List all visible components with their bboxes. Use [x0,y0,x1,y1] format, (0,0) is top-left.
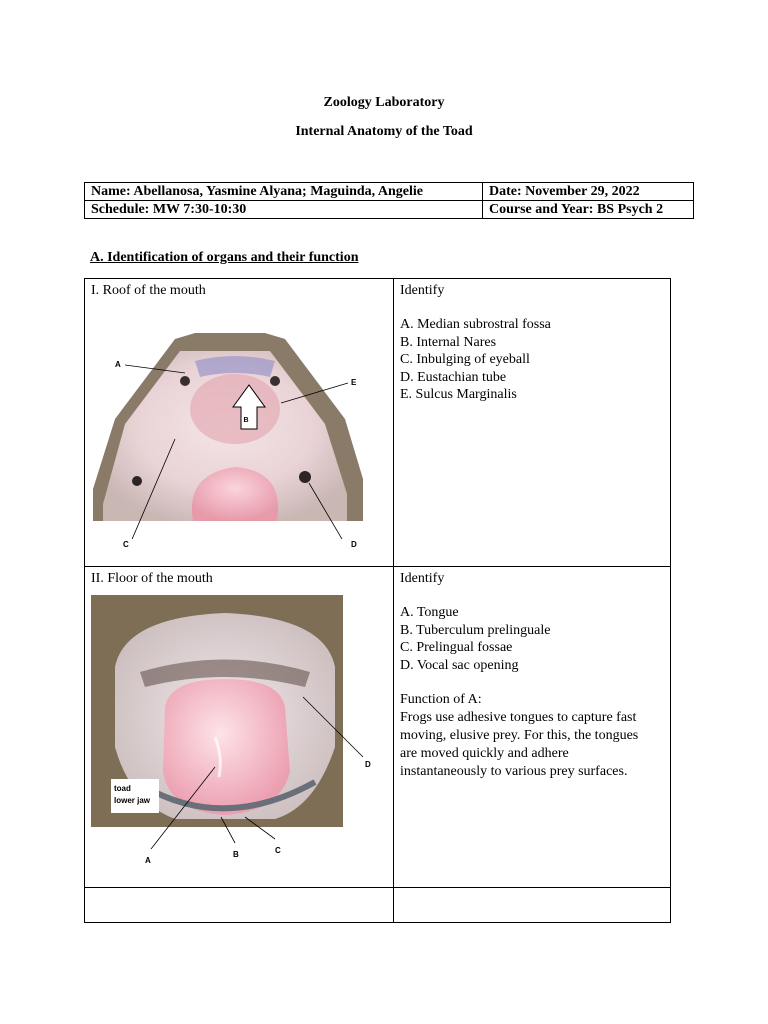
page-title: Zoology Laboratory [323,95,445,110]
name-cell: Name: Abellanosa, Yasmine Alyana; Maguinda, Angelie [85,183,483,201]
list-item: C. Prelingual fossae [400,640,513,656]
roof-of-mouth-photo [85,299,393,549]
list-item: E. Sulcus Marginalis [400,387,517,403]
roof-label-d: D [351,540,357,549]
page-subtitle: Internal Anatomy of the Toad [295,124,473,139]
schedule-cell: Schedule: MW 7:30-10:30 [85,201,483,219]
floor-identify-cell [394,567,671,888]
list-item: A. Median subrostral fossa [400,317,551,332]
function-line: instantaneously to various prey surfaces. [400,763,628,779]
roof-identify-list [394,316,670,404]
function-line: are moved quickly and adhere [400,745,569,761]
function-label: Function of A: [400,692,482,708]
floor-of-mouth-photo [85,587,393,877]
floor-caption-line1: toad [114,784,131,793]
floor-label-d: D [365,760,371,769]
list-item: D. Eustachian tube [400,369,507,385]
function-line: Frogs use adhesive tongues to capture fast [400,709,637,725]
roof-identify-label: Identify [400,283,445,298]
roof-image-cell [85,279,394,567]
list-item: D. Vocal sac opening [400,657,519,673]
roof-label-a: A [115,360,121,369]
floor-caption-line2: lower jaw [114,796,151,805]
floor-heading: II. Floor of the mouth [91,571,213,586]
date-cell: Date: November 29, 2022 [483,183,694,201]
list-item: B. Tuberculum prelinguale [400,622,551,638]
floor-label-a: A [145,856,151,865]
floor-label-c: C [275,846,281,855]
roof-label-b: B [243,417,249,424]
floor-label-b: B [233,850,239,859]
empty-cell-right [394,888,671,923]
roof-label-c: C [123,540,129,549]
function-text [394,709,670,781]
roof-identify-cell [394,279,671,567]
roof-heading: I. Roof of the mouth [91,283,206,298]
list-item: A. Tongue [400,605,459,620]
identification-table [84,278,671,923]
list-item: C. Inbulging of eyeball [400,352,530,368]
section-heading: A. Identification of organs and their function [90,250,359,265]
list-item: B. Internal Nares [400,334,497,350]
student-info-table [84,182,694,219]
course-cell: Course and Year: BS Psych 2 [483,201,694,219]
floor-identify-label: Identify [400,571,445,586]
floor-image-cell [85,567,394,888]
floor-identify-list [394,604,670,674]
empty-cell-left [85,888,394,923]
function-line: moving, elusive prey. For this, the tongues [400,727,639,743]
roof-label-e: E [351,378,357,387]
